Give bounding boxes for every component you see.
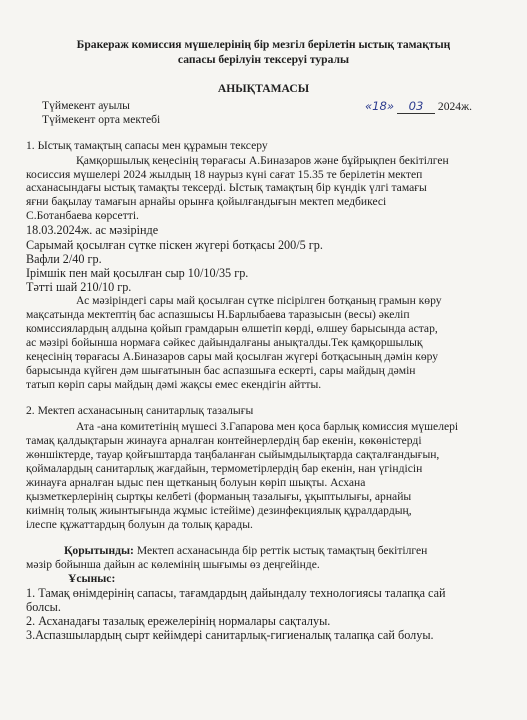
document-date — [365, 99, 472, 114]
s2-paragraph-line: жинауға арналған ыдыс пен щетканың болуын көріп шықты. Асхана — [26, 476, 366, 489]
s2-paragraph-line: Ата -ана комитетінің мүшесі З.Гапарова мен қоса барлық комиссия мүшелері — [76, 420, 459, 433]
s1-paragraph-line: Қамқоршылық кеңесінің төрағасы А.Биназаров және бұйрықпен бекітілген — [76, 154, 449, 167]
s1-paragraph-2-line: комиссиялардың алдына қойып грамдарын өлшетіп көрді, өлшеу барысында астар, — [26, 322, 438, 335]
proposal-item: 1. Тамақ өнімдерінің сапасы, тағамдардың дайындалу технологиясы талапқа сай — [26, 586, 446, 600]
conclusion-text: Мектеп асханасында бір реттік ыстық тамақтың бекітілген — [133, 544, 428, 557]
title-line-2: сапасы берілуін тексеруі туралы — [177, 53, 350, 66]
conclusion-line — [64, 544, 427, 558]
s1-paragraph-line: асханасындағы ыстық тамақты тексерді. Ыстық тамақтың бір күндік үлгі тамағы — [26, 181, 427, 194]
s2-paragraph-line: қызметкерлерінің сыртқы келбеті (форманың тазалығы, ұқыптылығы, арнайы — [26, 490, 412, 503]
s2-paragraph-line: тамақ қалдықтарын жинауға арналған контейнерлердің бар екенін, көкөністерді — [26, 434, 422, 447]
date-open-quote: « — [365, 99, 373, 113]
s1-paragraph-line: косиссия мүшелері 2024 жылдың 18 наурыз күні сағат 15.35 те берілетін мектеп — [26, 168, 423, 181]
school-name: Түймекент орта мектебі — [42, 113, 161, 126]
village-name: Түймекент ауылы — [42, 99, 130, 112]
menu-item: Сарымай қосылған сүтке піскен жүгері ботқасы 200/5 гр. — [26, 238, 323, 252]
menu-date: 18.03.2024ж. ас мәзірінде — [26, 223, 159, 237]
proposals-label: Ұсыныс: — [68, 572, 116, 585]
s2-paragraph-line: ілеспе құжаттардың болуын да толық қарады. — [26, 518, 253, 531]
proposal-item: 2. Асханадағы тазалық ережелерінің нормалары сақталуы. — [26, 614, 331, 628]
s1-paragraph-2-line: Ас мәзіріндегі сары май қосылған сүтке пісірілген ботқаның грамын көру — [76, 294, 442, 307]
conclusion-line-2: мәзір бойынша дайын ас көлемінің шығымы өз деңгейінде. — [26, 558, 320, 571]
s1-paragraph-line: яғни бақылау тамағын арнайы орынға қойылғандығын мектеп медбикесі — [26, 195, 387, 208]
s2-paragraph-line: киімнің толық жиынтығында жұмыс істейіме) дезинфекциялық құралдардың, — [26, 504, 412, 517]
s1-paragraph-2-line: ас мәзірі бойынша нормаға сәйкес дайындалғаны анықталды.Тек қамқоршылық — [26, 336, 423, 349]
proposal-item: болсы. — [26, 600, 61, 614]
s2-paragraph-line: қоймалардың санитарлық жағдайын, термометірлердің бар екенін, нан үгіндісін — [26, 462, 423, 475]
date-year: 2024ж. — [437, 100, 472, 113]
s1-paragraph-2-line: барысында күйген дәм шығатынын бас аспазшыға ескерті, сары майдың дәмін — [26, 364, 416, 377]
title-line-1: Бракераж комиссия мүшелерінің бір мезгіл берілетін ыстық тамақтың — [76, 38, 451, 51]
menu-item: Тәтті шай 210/10 гр. — [26, 280, 132, 294]
document-type: АНЫҚТАМАСЫ — [217, 82, 310, 95]
date-day: 18 — [372, 99, 387, 113]
s1-paragraph-2-line: татып көріп сары майдың дәмі жақсы емес екендігін айтты. — [26, 378, 322, 391]
proposal-item: 3.Аспазшылардың сырт кейімдері санитарлық-гигиеналық талапқа сай болуы. — [26, 628, 434, 642]
section-1-heading: 1. Ыстық тамақтың сапасы мен құрамын тексеру — [26, 139, 268, 152]
date-month: 03 — [397, 99, 435, 114]
menu-item: Вафли 2/40 гр. — [26, 252, 102, 266]
menu-item: Ірімшік пен май қосылған сыр 10/10/35 гр. — [26, 266, 249, 280]
s1-paragraph-2-line: кеңесінің төрағасы А.Биназаров сары май қосылған жүгері ботқасының дәмін көру — [26, 350, 439, 363]
date-close-quote: » — [386, 99, 395, 113]
section-2-heading: 2. Мектеп асханасының санитарлық тазалығы — [26, 404, 254, 417]
s1-paragraph-line: С.Ботанбаева көрсетті. — [26, 209, 139, 222]
s1-paragraph-2-line: мақсатында мектептің бас аспазшысы Н.Барлыбаева таразысын (весы) әкеліп — [26, 308, 410, 321]
conclusion-label: Қорытынды: — [64, 544, 134, 557]
s2-paragraph-line: жөншіктерде, тауар қойғыштарда таңбаланған сыйымдылықтарда сақталғандығын, — [26, 448, 440, 461]
